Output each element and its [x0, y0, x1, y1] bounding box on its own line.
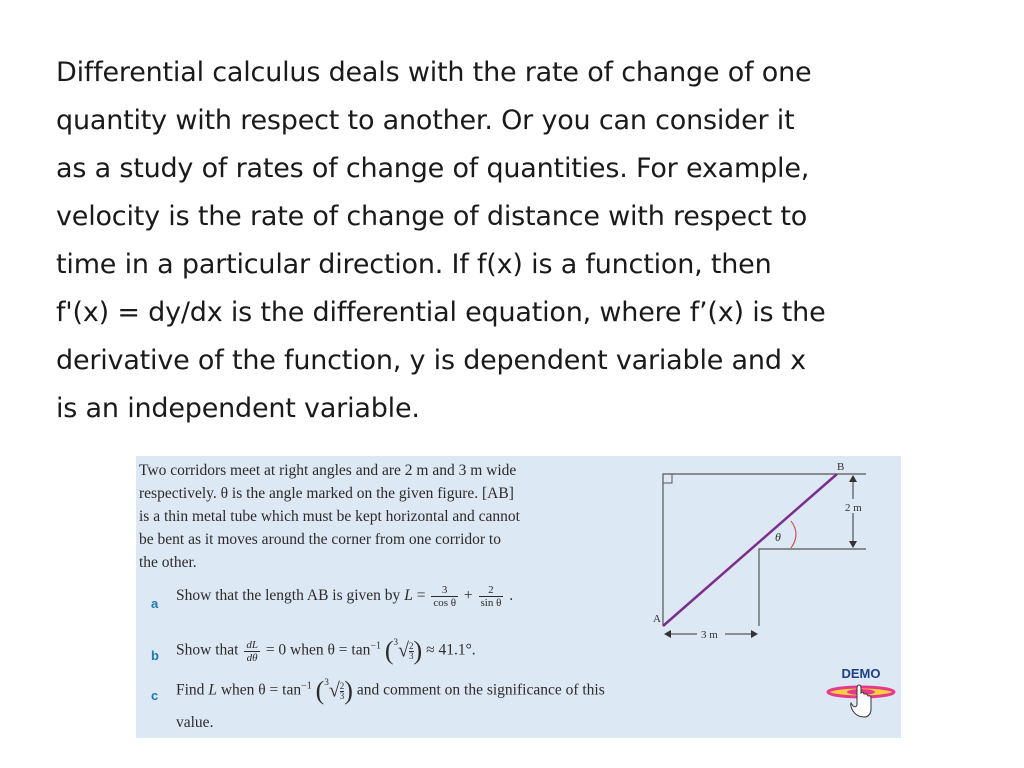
part-a-equals: =	[416, 587, 426, 605]
fraction-2-over-sin	[479, 584, 504, 609]
arrow-down-icon	[849, 541, 857, 548]
problem-line: Two corridors meet at right angles and are 2 m and 3 m wide	[139, 462, 517, 479]
textbook-problem-image	[136, 456, 901, 738]
fraction-numerator: 3	[431, 584, 458, 597]
dimension-3m-label: 3 m	[701, 629, 718, 641]
point-A-label: A	[653, 613, 661, 625]
part-c-label: c	[151, 688, 159, 703]
part-b-label: b	[151, 648, 159, 663]
part-a-label: a	[151, 596, 159, 611]
close-paren: )	[344, 676, 353, 705]
theta-arc	[791, 521, 796, 548]
fraction-numerator: 2	[339, 680, 345, 691]
fraction-3-over-cos	[431, 584, 458, 609]
part-b	[176, 636, 476, 666]
fraction-denominator: 3	[409, 650, 414, 661]
fraction-numerator: 2	[409, 640, 414, 651]
intro-line: as a study of rates of change of quantities. For example,	[56, 153, 810, 184]
part-b-text: Show that	[176, 641, 239, 659]
part-c-text3: and comment on the significance of this	[356, 681, 605, 699]
derivative-dL-dtheta	[244, 639, 260, 664]
intro-line: quantity with respect to another. Or you can consider it	[56, 105, 795, 136]
sqrt-sign: √	[398, 639, 410, 662]
tube-AB	[663, 474, 837, 626]
problem-line: is a thin metal tube which must be kept horizontal and cannot	[139, 508, 520, 525]
inverse-superscript: −1	[301, 680, 312, 692]
part-a-plus: +	[463, 587, 473, 605]
pointing-hand-icon	[826, 662, 896, 722]
intro-line: velocity is the rate of change of distance with respect to	[56, 201, 808, 232]
part-c	[176, 676, 605, 706]
part-c-continued: value.	[176, 714, 214, 731]
problem-line: the other.	[139, 554, 197, 571]
open-paren: (	[315, 676, 325, 705]
sqrt-sign: √	[328, 679, 340, 702]
fraction-numerator: 2	[479, 584, 504, 597]
intro-line: is an independent variable.	[56, 393, 420, 424]
part-a-L: L	[404, 587, 413, 605]
demo-label: DEMO	[841, 666, 881, 681]
part-a	[176, 584, 513, 609]
root-index: 3	[393, 637, 399, 647]
part-a-end: .	[509, 587, 514, 605]
part-b-mid: = 0 when θ = tan	[265, 641, 371, 659]
fraction-denominator: 3	[339, 690, 345, 701]
part-c-text2: when θ = tan	[220, 681, 302, 699]
intro-line: derivative of the function, y is dependent variable and x	[56, 345, 806, 376]
fraction-denominator: dθ	[246, 651, 258, 664]
arrow-left-icon	[664, 630, 671, 638]
right-angle-marker	[663, 474, 672, 483]
fraction-numerator: dL	[246, 638, 258, 651]
problem-line: be bent as it moves around the corner from one corridor to	[139, 531, 501, 548]
intro-line: time in a particular direction. If f(x) is a function, then	[56, 249, 772, 280]
intro-paragraph	[56, 49, 986, 433]
arrow-up-icon	[849, 475, 857, 482]
fraction-denominator: sin θ	[480, 597, 502, 609]
inverse-superscript: −1	[370, 640, 381, 652]
part-a-text: Show that the length AB is given by	[176, 587, 401, 605]
root-index: 3	[324, 677, 329, 687]
inner-corner-walls	[759, 549, 866, 626]
theta-label: θ	[775, 530, 781, 544]
corridor-diagram	[641, 456, 901, 656]
part-c-L: L	[208, 681, 217, 699]
close-paren: )	[413, 636, 423, 665]
open-paren: (	[384, 636, 394, 665]
arrow-right-icon	[751, 630, 758, 638]
part-b-approx: ≈ 41.1°.	[426, 641, 476, 659]
intro-line: Differential calculus deals with the rate of change of one	[56, 57, 812, 88]
problem-line: respectively. θ is the angle marked on the given figure. [AB]	[139, 485, 514, 502]
dimension-2m-label: 2 m	[845, 502, 862, 514]
fraction-denominator: cos θ	[433, 597, 456, 609]
demo-button[interactable]	[826, 662, 896, 724]
part-c-text: Find	[176, 681, 205, 699]
point-B-label: B	[837, 461, 845, 473]
intro-line: f'(x) = dy/dx is the differential equation, where f’(x) is the	[56, 297, 826, 328]
